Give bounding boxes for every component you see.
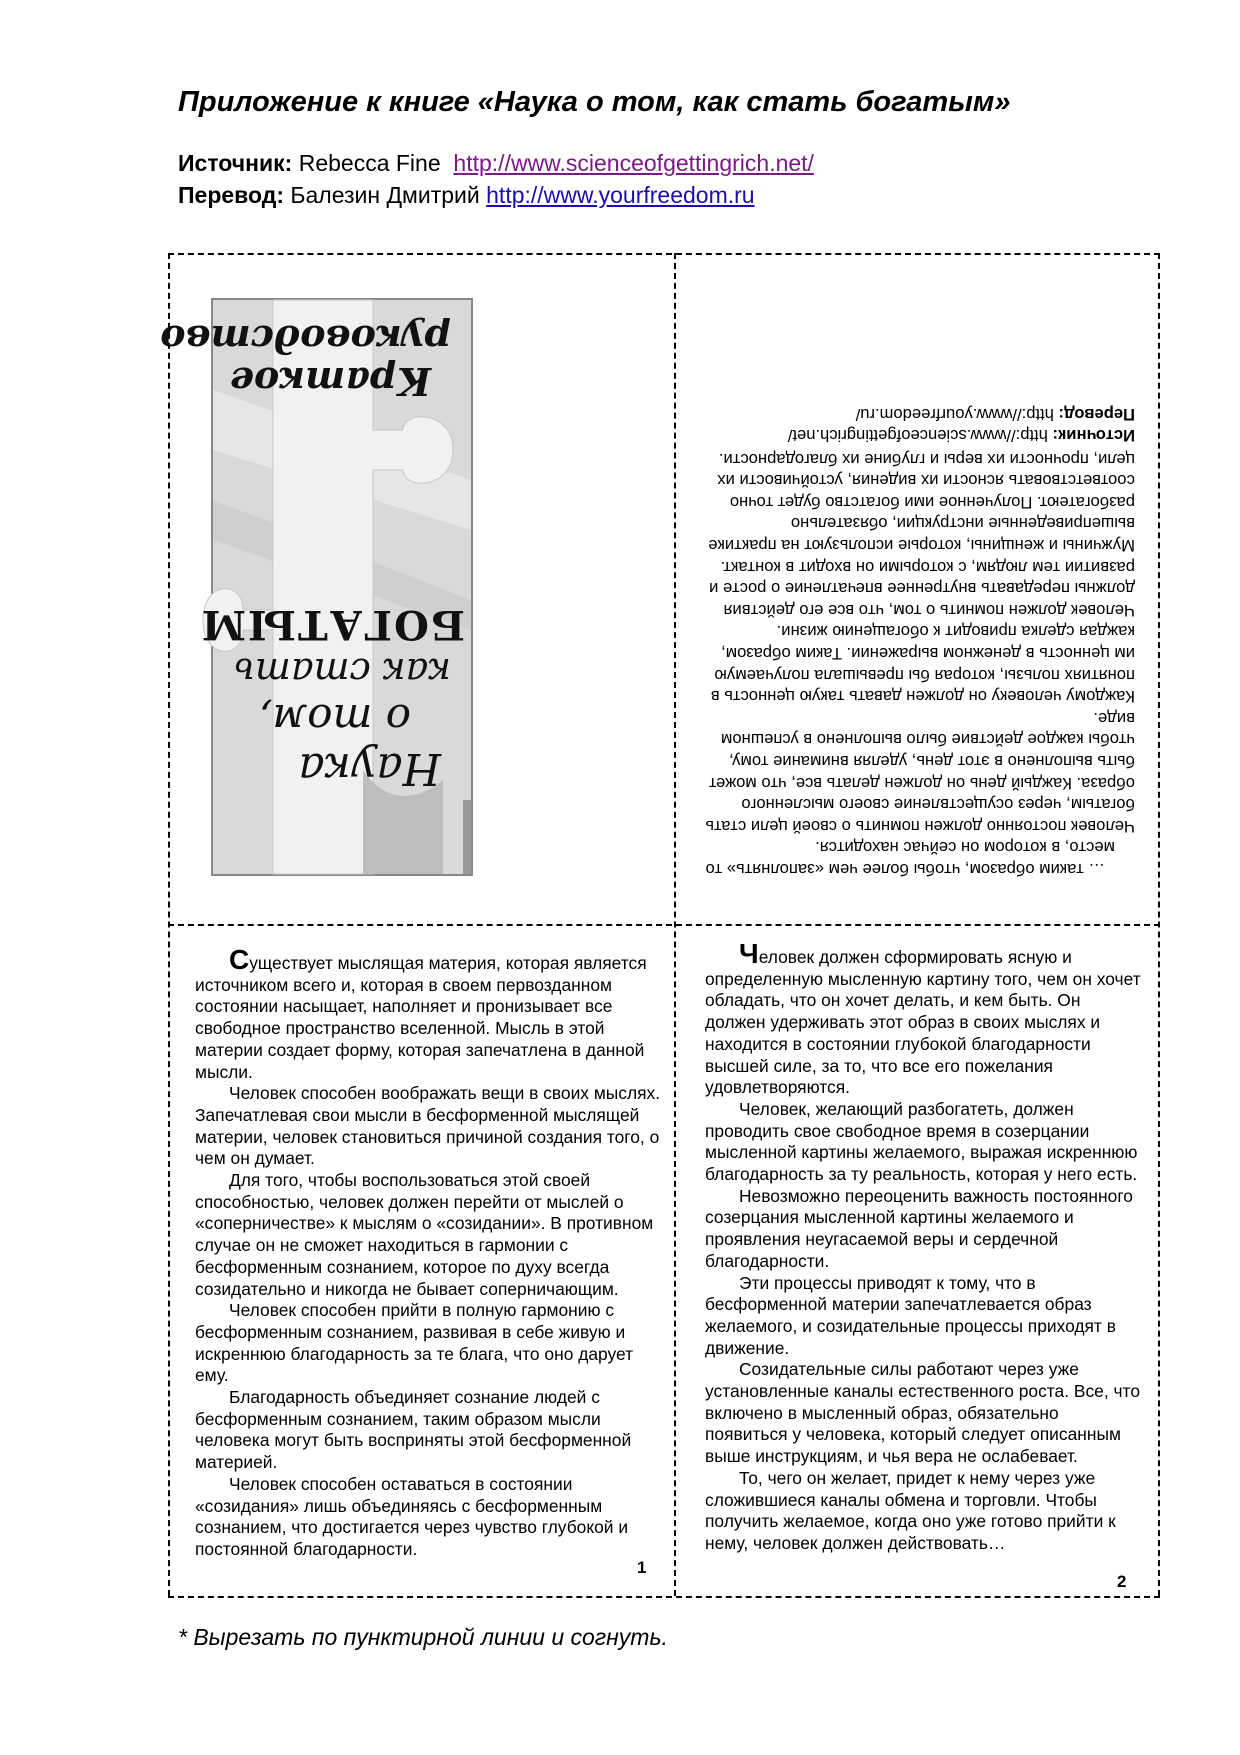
cover-title-block: [160, 300, 471, 874]
cover-image: [160, 298, 473, 876]
cover-line-kratkoe: Краткое: [229, 359, 431, 404]
panel2-dropcap: Ч: [739, 938, 759, 969]
upside-paragraph-5: Мужчины и женщины, которые используют на практике вышеприведенные инструкции, обязательно разбогатеют. Полученное ими богатство будет точно соответствовать ясности их видения, устойчивости их цели, прочности их веры и глубине их благодарности.: [708, 449, 1135, 556]
page-number-2: 2: [1117, 1572, 1127, 1591]
panel2-paragraph-6: То, чего он желает, придет к нему через уже сложившиеся каналы обмена и торговли. Чтобы получить желаемое, когда оно уже готово прийти к нему, человек должен действовать…: [705, 1467, 1116, 1553]
upside-down-panel: [695, 300, 1135, 880]
cut-line-middle: [168, 924, 1160, 926]
upside-translation-url: http://www.yourfreedom.ru/: [855, 404, 1054, 424]
translation-link[interactable]: http://www.yourfreedom.ru: [486, 182, 755, 208]
upside-paragraph-3: Каждому человеку он должен давать такую ценность в понятиях пользы, которая бы превышала получаемую им ценность в денежном выражении. Таким образом, каждая сделка приводит к обогащению жизни.: [710, 622, 1135, 707]
cover-line-nauka: Наука: [298, 743, 441, 794]
translation-author: Балезин Дмитрий: [290, 182, 480, 208]
upside-paragraph-4: Человек должен помнить о том, что все его действия должны передавать внутреннее впечатление о росте и развитии тем людям, с которыми он входит в контакт.: [709, 557, 1135, 620]
cut-line-left: [168, 253, 170, 1596]
source-line: [178, 150, 814, 177]
panel1-paragraph-6: Человек способен оставаться в состоянии «созидания» лишь объединяясь с бесформенным сознанием, что достигается через чувство глубокой и постоянной благодарности.: [195, 1473, 629, 1559]
panel2-paragraph-5: Созидательные силы работают через уже установленные каналы естественного роста. Все, что включено в мысленный образ, обязательно появиться у человека, который следует описанным выше инструкциям, и чья вера не ослабевает.: [705, 1359, 1141, 1467]
upside-paragraph-2: Человек постоянно должен помнить о своей цели стать богатым, через осуществление своего мысленного образа. Каждый день он должен делать все, что может быть выполнено в этот день, уделяя внимание тому, чтобы каждое действие было выполнено в успешном виде.: [705, 708, 1135, 836]
translation-line: [178, 182, 755, 209]
fold-line-center: [674, 253, 676, 1596]
panel2-paragraph-1: [705, 938, 1145, 1099]
panel2-paragraph-2: Человек, желающий разбогатеть, должен проводить свое свободное время в созерцании мысленной картины желаемого, выражая искреннюю благодарность за ту реальность, которая у него есть.: [705, 1098, 1138, 1185]
panel1-paragraph-4: Человек способен прийти в полную гармонию с бесформенным сознанием, развивая в себе живую и искреннюю благодарность за те блага, что оно дарует ему.: [195, 1300, 634, 1386]
panel1-paragraph-2: Человек способен воображать вещи в своих мыслях. Запечатлевая свои мысли в бесформенной мыслящей материи, человек становиться причиной создания того, о чем он думает.: [195, 1083, 661, 1169]
panel1-paragraph-3: Для того, чтобы воспользоваться этой своей способностью, человек должен перейти от мыслей о «соперничестве» к мыслям о «созидании». В противном случае он не сможет находиться в гармонии с бесформенным сознанием, которое по духу всегда созидательно и никогда не бывает соперничающим.: [195, 1170, 654, 1299]
upside-source-label: Источник:: [1052, 426, 1135, 446]
panel1-paragraph-1: [195, 944, 670, 1083]
cover-line-o-tom: о том,: [259, 695, 411, 744]
panel1-paragraph-5: Благодарность объединяет сознание людей с бесформенным сознанием, таким образом мысли человека могут быть восприняты этой бесформенной материей.: [195, 1387, 632, 1473]
panel1-dropcap: С: [229, 944, 250, 975]
cut-line-right: [1158, 253, 1160, 1596]
panel2-paragraph-1-text: еловек должен сформировать ясную и определенную мысленную картину того, чем он хочет обладать, что он хочет делать, и кем быть. Он должен удерживать этот образ в своих мыслях и находится в состоянии глубокой благодарности высшей силе, за то, что все его пожелания удовлетворяются.: [705, 947, 1141, 1098]
upside-translation-line: [695, 403, 1135, 425]
page-1-panel: [195, 944, 670, 1561]
panel2-paragraph-3: Невозможно переоценить важность постоянного созерцания мысленной картины желаемого и проявления неугасаемой веры и сердечной благодарности.: [705, 1185, 1133, 1271]
page-number-1: 1: [637, 1558, 647, 1577]
cut-line-bottom: [168, 1596, 1160, 1598]
upside-source-line: [695, 425, 1135, 447]
page-2-panel: [705, 938, 1145, 1555]
cut-line-top: [168, 253, 1160, 255]
panel2-paragraph-4: Эти процессы приводят к тому, что в бесформенной материи запечатлевается образ желаемого, и созидательные процессы приходят в движение.: [705, 1272, 1116, 1358]
upside-source-url: http://www.scienceofgettingrich.net/: [787, 426, 1048, 446]
panel1-paragraph-1-text: уществует мыслящая материя, которая является источником всего и, которая в своем первозданном состоянии насыщает, наполняет и пронизывает все свободное пространство вселенной. Мысль в этой материи создает форму, которая запечатлена в данной мысли.: [195, 953, 647, 1082]
cut-instruction: * Вырезать по пунктирной линии и согнуть.: [178, 1624, 668, 1650]
cover-line-kak-stat: как стать: [234, 650, 451, 694]
upside-paragraph-1: … таким образом, чтобы более чем «заполнять» то место, в котором он сейчас находится.: [705, 838, 1115, 879]
page-title: Приложение к книге «Наука о том, как стать богатым»: [178, 86, 1011, 118]
source-label: Источник:: [178, 150, 293, 176]
cover-line-bogatym: БОГАТЫМ: [199, 601, 465, 648]
upside-translation-label: Перевод:: [1058, 404, 1135, 424]
source-link[interactable]: http://www.scienceofgettingrich.net/: [453, 150, 814, 176]
translation-label: Перевод:: [178, 182, 285, 208]
cover-line-rukovodstvo: руководство: [160, 317, 451, 362]
source-author: Rebecca Fine: [298, 150, 441, 176]
